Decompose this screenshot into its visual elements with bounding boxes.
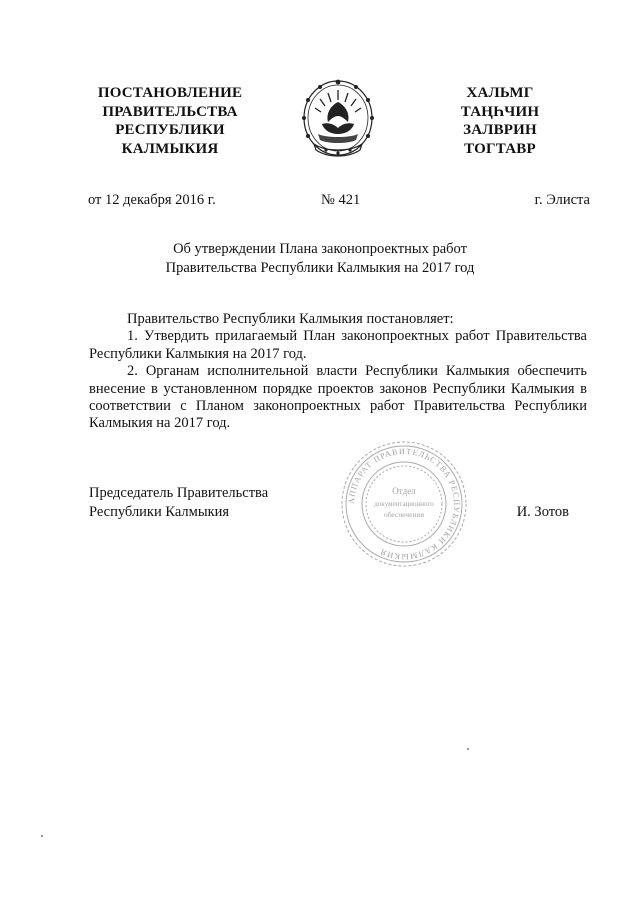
stamp-ring-text: АППАРАТ ПРАВИТЕЛЬСТВА РЕСПУБЛИКИ КАЛМЫКИЯ [346, 446, 462, 562]
stamp-center-line: документационного [374, 500, 434, 508]
header-title-kalmyk [430, 84, 570, 158]
header-right-line: ЗАЛВРИН [463, 122, 537, 138]
header-right-line: ТАҢҺЧИН [460, 103, 540, 120]
header-right-line: ХАЛЬМГ [466, 85, 534, 101]
signatory-position-line: Республики Калмыкия [89, 504, 230, 520]
body-paragraph: 2. Органам исполнительной власти Республики Калмыкия обеспечить внесение в установленном порядке проектов законов Республики Калмыкия в соответствии с Планом законопроектных работ Правительства Республики Калмыкия на 2017 год. [89, 363, 587, 432]
signatory-name: И. Зотов [516, 504, 569, 520]
document-body [89, 311, 587, 433]
scan-speck [467, 748, 469, 750]
document-number: № 421 [321, 192, 361, 208]
document-subject [60, 240, 580, 278]
signatory-position-line: Председатель Правительства [89, 485, 269, 501]
stamp-center-line: обеспечения [383, 510, 425, 519]
document-city: г. Элиста [534, 192, 590, 208]
document-date: от 12 декабря 2016 г. [88, 192, 216, 208]
stamp-center-line: Отдел [392, 486, 416, 496]
header-left-line: ПРАВИТЕЛЬСТВА [102, 103, 238, 120]
body-paragraph: Правительство Республики Калмыкия постановляет: [127, 311, 454, 327]
header-title-russian [80, 84, 260, 158]
scan-speck [41, 835, 43, 837]
signatory-position [89, 484, 268, 522]
header-right-line: ТОГТАВР [464, 140, 536, 157]
subject-line: Правительства Республики Калмыкия на 2017 год [165, 260, 475, 276]
header-left-line: РЕСПУБЛИКИ [115, 122, 225, 138]
kalmykia-coat-of-arms-icon [300, 78, 376, 160]
subject-line: Об утверждении Плана законопроектных работ [173, 241, 467, 257]
header-left-line: ПОСТАНОВЛЕНИЕ [97, 85, 243, 101]
header-left-line: КАЛМЫКИЯ [121, 140, 219, 157]
body-paragraph: 1. Утвердить прилагаемый План законопроектных работ Правительства Республики Калмыкия на 2017 год. [89, 328, 587, 362]
official-stamp [338, 438, 470, 570]
